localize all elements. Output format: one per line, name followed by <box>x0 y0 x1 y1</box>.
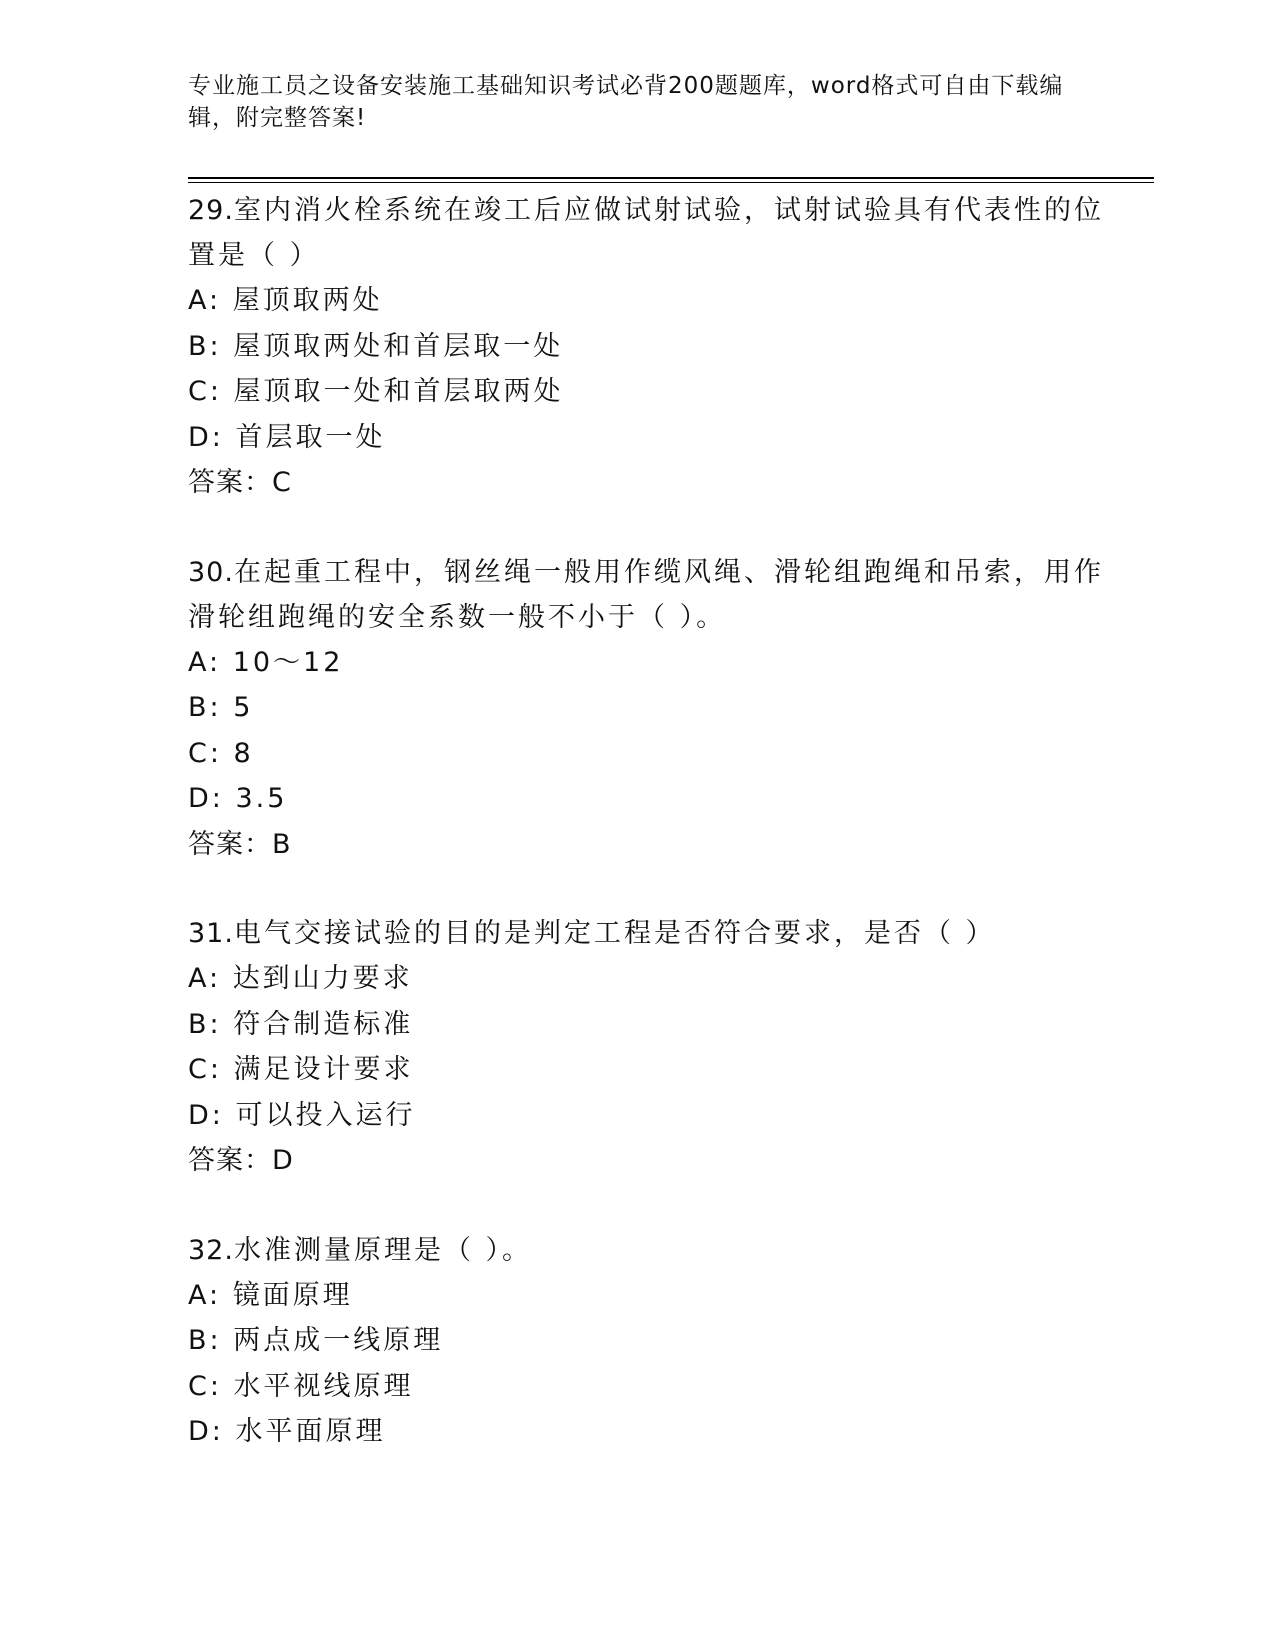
option-c <box>188 369 1108 415</box>
option-text: 5 <box>233 692 254 723</box>
option-key: C: <box>188 737 222 769</box>
option-text: 水平视线原理 <box>233 1370 414 1402</box>
question-number: 30. <box>188 556 234 588</box>
option-a <box>188 956 1108 1002</box>
option-key: C: <box>188 1370 222 1402</box>
option-key: A: <box>188 1279 222 1311</box>
question-31 <box>188 911 1108 1184</box>
option-text: 屋顶取两处 <box>232 285 383 316</box>
option-text: 8 <box>233 737 254 769</box>
answer-line: 答案：B <box>188 828 292 860</box>
option-d <box>188 1409 1108 1455</box>
option-text: 首层取一处 <box>235 421 386 453</box>
answer-line: 答案：D <box>188 1145 294 1176</box>
option-b <box>188 685 1108 731</box>
option-key: C: <box>188 376 222 407</box>
question-text <box>188 1228 1108 1273</box>
option-b <box>188 1318 1108 1364</box>
option-a <box>188 1273 1108 1319</box>
option-key: A: <box>188 646 222 678</box>
question-text <box>188 188 1108 278</box>
option-key: D: <box>188 1416 224 1447</box>
question-text <box>188 550 1108 640</box>
option-key: D: <box>188 421 224 453</box>
option-text: 镜面原理 <box>232 1279 353 1311</box>
option-d <box>188 1093 1108 1139</box>
option-a <box>188 278 1108 324</box>
option-text: 屋顶取一处和首层取两处 <box>233 376 564 407</box>
option-key: A: <box>188 963 222 994</box>
question-30 <box>188 550 1108 868</box>
option-text: 两点成一线原理 <box>233 1325 444 1356</box>
question-stem: 室内消火栓系统在竣工后应做试射试验，试射试验具有代表性的位置是（ ） <box>188 195 1104 271</box>
question-29 <box>188 188 1108 506</box>
option-key: B: <box>188 1325 222 1356</box>
option-c <box>188 1364 1108 1410</box>
option-key: B: <box>188 330 222 362</box>
option-text: 屋顶取两处和首层取一处 <box>233 330 564 362</box>
option-key: B: <box>188 1008 222 1040</box>
question-stem: 在起重工程中，钢丝绳一般用作缆风绳、滑轮组跑绳和吊索，用作滑轮组跑绳的安全系数一般不小于（ ）。 <box>188 556 1104 633</box>
option-key: B: <box>188 692 222 723</box>
option-key: C: <box>188 1054 222 1085</box>
option-d <box>188 776 1108 822</box>
answer-line: 答案：C <box>188 467 292 498</box>
option-b <box>188 324 1108 370</box>
option-text: 可以投入运行 <box>235 1099 416 1131</box>
question-number: 31. <box>188 918 234 949</box>
question-32 <box>188 1228 1108 1455</box>
question-stem: 水准测量原理是（ ）。 <box>233 1234 533 1266</box>
option-text: 3.5 <box>235 783 288 814</box>
option-c <box>188 1047 1108 1093</box>
option-a <box>188 640 1108 686</box>
question-number: 32. <box>188 1234 234 1266</box>
option-key: D: <box>188 1099 224 1131</box>
option-text: 10～12 <box>232 646 344 678</box>
option-text: 水平面原理 <box>235 1416 386 1447</box>
option-key: D: <box>188 783 224 814</box>
header-divider-thin <box>188 182 1154 183</box>
option-c <box>188 731 1108 777</box>
option-d <box>188 415 1108 461</box>
header-divider-thick <box>188 177 1154 179</box>
option-key: A: <box>188 285 222 316</box>
question-stem: 电气交接试验的目的是判定工程是否符合要求，是否（ ） <box>233 918 996 949</box>
question-number: 29. <box>188 195 234 226</box>
document-header: 专业施工员之设备安装施工基础知识考试必背200题题库，word格式可自由下载编辑，附完整答案! <box>188 73 1064 131</box>
option-text: 满足设计要求 <box>233 1054 414 1085</box>
question-text <box>188 911 1108 956</box>
option-text: 达到山力要求 <box>232 963 413 994</box>
question-list <box>188 188 1108 1499</box>
option-text: 符合制造标准 <box>233 1008 414 1040</box>
option-b <box>188 1002 1108 1048</box>
